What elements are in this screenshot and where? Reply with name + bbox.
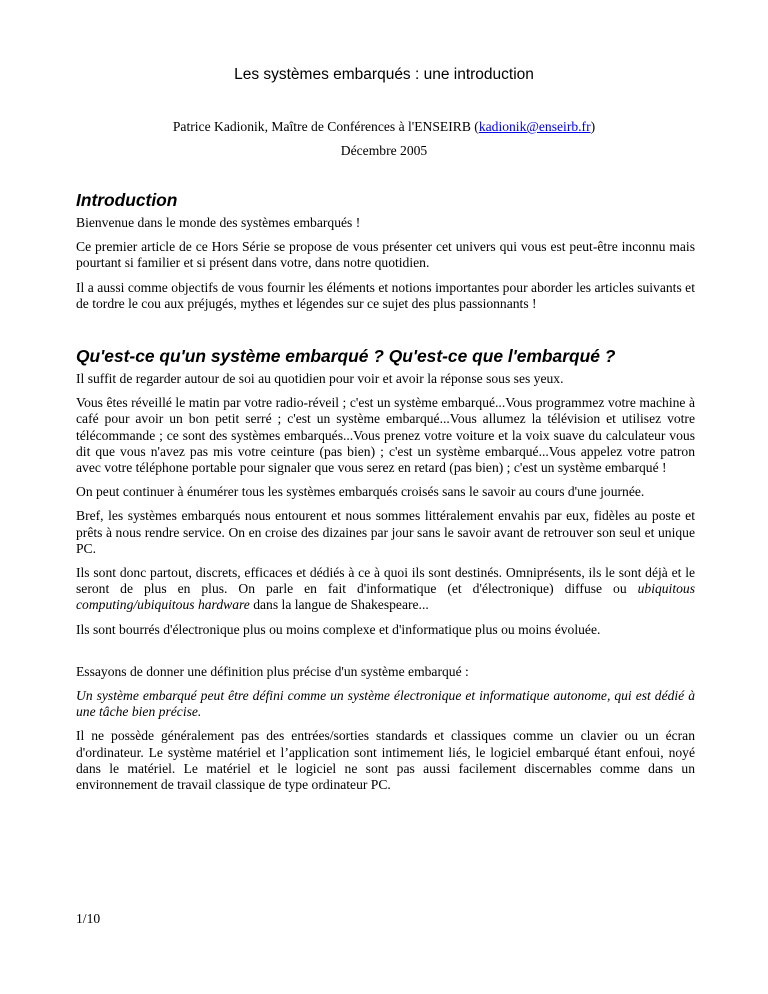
paragraph: Vous êtes réveillé le matin par votre radio-réveil ; c'est un système embarqué...Vous programmez votre machine à café pour avoir un bon petit serré ; c'est un système embarqué...Vous allumez la télévision et utilisez votre télécommande ; ce sont des systèmes embarqués...Vous prenez votre voiture et la voix suave du calculateur vous dit que vous n'avez pas mis votre ceinture (pas bien) ; c'est un système embarqué...Vous appelez votre patron avec votre téléphone portable pour signaler que vous serez en retard (pas bien) ; c'est un système embarqué ! bbox=[76, 395, 695, 476]
paragraph-text: Ils sont donc partout, discrets, efficaces et dédiés à ce à quoi ils sont destinés. Omniprésents, ils le sont déjà et le seront de plus en plus. On parle en fait d'informatique (et d'électronique) diffuse ou bbox=[76, 565, 695, 597]
paragraph: Bref, les systèmes embarqués nous entourent et nous sommes littéralement envahis par eux, fidèles au poste et prêts à nous rendre service. On en croise des dizaines par jour sans le savoir avant de retrouver son seul et unique PC. bbox=[76, 508, 695, 556]
english-term: ubiquitous computing/ubiquitous hardware bbox=[76, 581, 695, 613]
section-heading-introduction: Introduction bbox=[76, 190, 178, 210]
page-number: 1/10 bbox=[76, 911, 101, 926]
paragraph bbox=[76, 565, 695, 614]
author-line bbox=[0, 119, 768, 135]
paragraph-text: dans la langue de Shakespeare... bbox=[249, 597, 429, 613]
paragraph: Essayons de donner une définition plus précise d'un système embarqué : bbox=[76, 663, 469, 679]
document-date: Décembre 2005 bbox=[340, 143, 428, 158]
paragraph: Ils sont bourrés d'électronique plus ou moins complexe et d'informatique plus ou moins évoluée. bbox=[76, 621, 601, 637]
document-title: Les systèmes embarqués : une introduction bbox=[234, 66, 534, 83]
author-suffix: ) bbox=[590, 119, 596, 134]
paragraph: Ce premier article de ce Hors Série se propose de vous présenter cet univers qui vous est peut-être inconnu mais pourtant si familier et si présent dans votre, dans notre quotidien. bbox=[76, 239, 695, 271]
paragraph: Il ne possède généralement pas des entrées/sorties standards et classiques comme un clavier ou un écran d'ordinateur. Le système matériel et l’application sont intimement liés, le logiciel embarqué étant enfoui, noyé dans le matériel. Le matériel et le logiciel ne sont pas aussi facilement discernables comme dans un environnement de travail classique de type ordinateur PC. bbox=[76, 728, 695, 793]
paragraph: Il suffit de regarder autour de soi au quotidien pour voir et avoir la réponse sous ses yeux. bbox=[76, 371, 564, 387]
paragraph: Bienvenue dans le monde des systèmes embarqués ! bbox=[76, 215, 361, 230]
author-text: Patrice Kadionik, Maître de Conférences à l'ENSEIRB ( bbox=[172, 119, 479, 134]
section-heading-what-is-embedded: Qu'est-ce qu'un système embarqué ? Qu'est-ce que l'embarqué ? bbox=[76, 346, 616, 367]
document-body bbox=[76, 190, 695, 801]
author-email-link[interactable]: kadionik@enseirb.fr bbox=[478, 119, 591, 134]
paragraph: On peut continuer à énumérer tous les systèmes embarqués croisés sans le savoir au cours d'une journée. bbox=[76, 484, 645, 500]
paragraph: Il a aussi comme objectifs de vous fournir les éléments et notions importantes pour aborder les articles suivants et de tordre le cou aux préjugés, mythes et légendes sur ce sujet des plus passionnants ! bbox=[76, 279, 695, 311]
definition-paragraph: Un système embarqué peut être défini comme un système électronique et informatique autonome, qui est dédié à une tâche bien précise. bbox=[76, 688, 695, 720]
